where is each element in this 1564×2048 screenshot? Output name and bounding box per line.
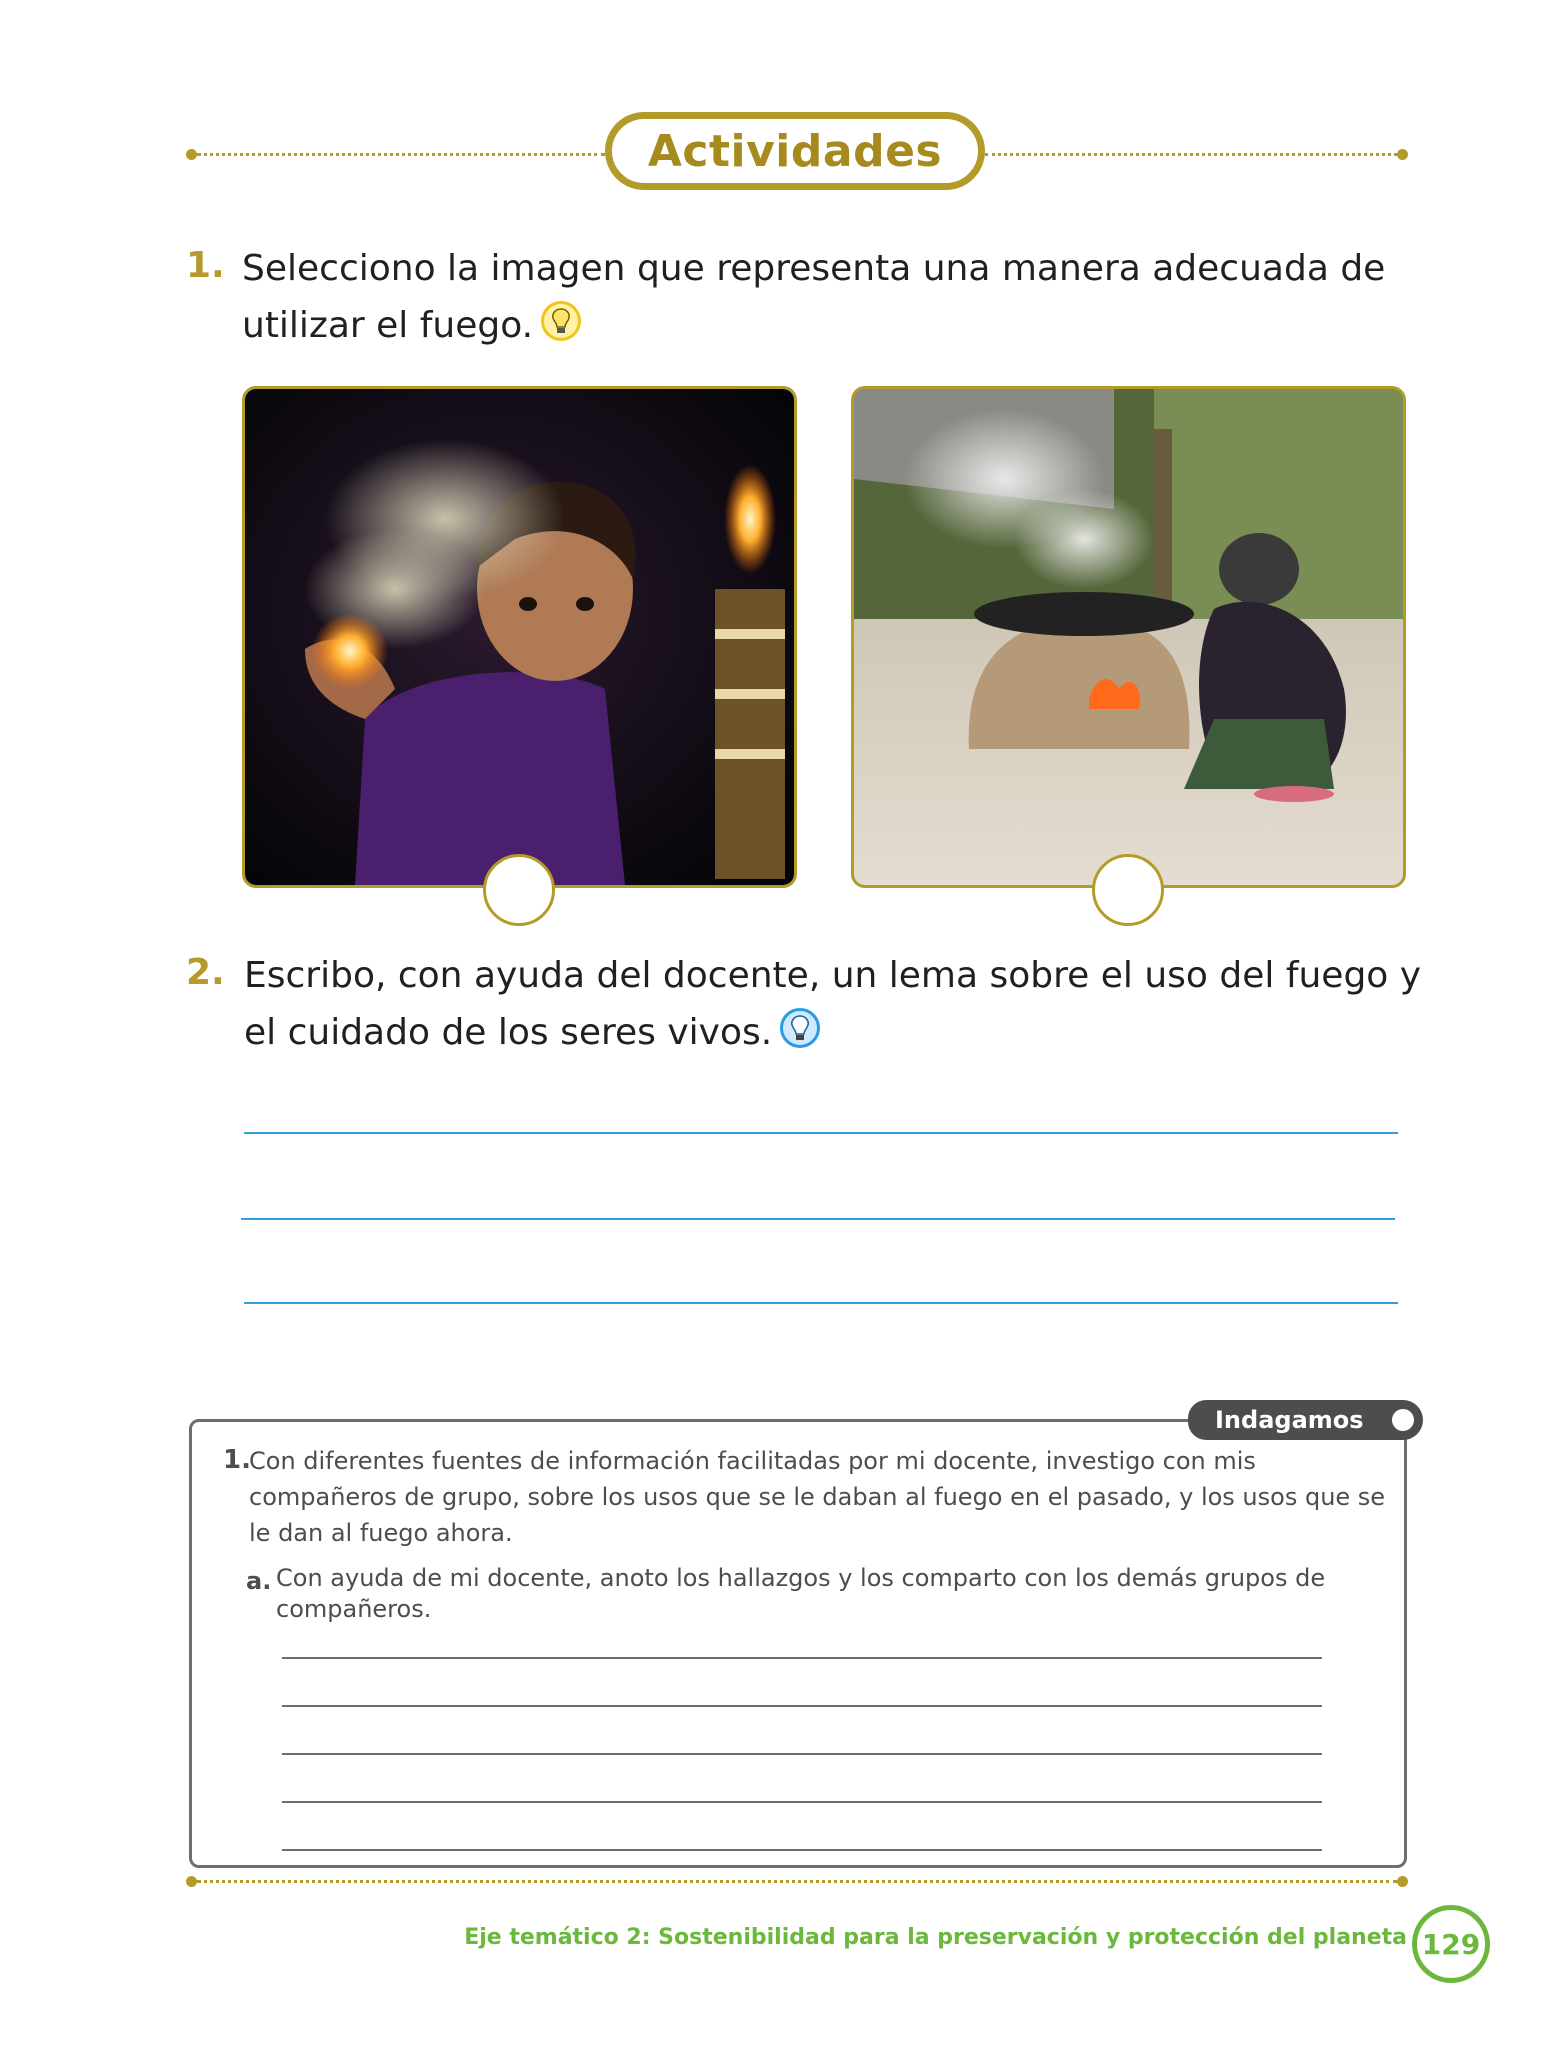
findings-line-5[interactable] xyxy=(282,1849,1322,1851)
select-circle-photo-2[interactable] xyxy=(1092,854,1164,926)
child-with-sparkler-photo[interactable] xyxy=(242,386,797,888)
lightbulb-yellow-icon xyxy=(541,301,581,341)
footer-dot-left xyxy=(186,1876,197,1887)
page-number: 129 xyxy=(1421,1927,1481,1961)
banner-rule-right xyxy=(985,153,1397,156)
findings-line-1[interactable] xyxy=(282,1657,1322,1659)
indagamos-sub-letter: a. xyxy=(246,1567,272,1595)
question-2-line-2: el cuidado de los seres vivos. xyxy=(244,1012,773,1053)
indagamos-item-line-1: Con diferentes fuentes de información facilitadas por mi docente, investigo con mis xyxy=(249,1447,1256,1475)
indagamos-sub-line-2: compañeros. xyxy=(276,1595,432,1623)
question-2-line-1: Escribo, con ayuda del docente, un lema sobre el uso del fuego y xyxy=(244,955,1422,996)
footer-dot-right xyxy=(1397,1876,1408,1887)
answer-line-1[interactable] xyxy=(244,1132,1398,1134)
findings-line-2[interactable] xyxy=(282,1705,1322,1707)
answer-line-2[interactable] xyxy=(241,1218,1395,1220)
indagamos-tab xyxy=(1188,1400,1423,1440)
question-1-text xyxy=(242,240,1422,354)
indagamos-item-text xyxy=(249,1443,1385,1551)
question-1-line-2: utilizar el fuego. xyxy=(242,305,534,346)
findings-line-3[interactable] xyxy=(282,1753,1322,1755)
indagamos-sub-line-1: Con ayuda de mi docente, anoto los hallazgos y los comparto con los demás grupos de xyxy=(276,1564,1326,1592)
banner-dot-left xyxy=(186,149,197,160)
indagamos-item-number: 1. xyxy=(223,1445,251,1475)
question-2-line-2-wrap xyxy=(244,1004,1424,1061)
indagamos-label: Indagamos xyxy=(1215,1406,1364,1434)
indagamos-item-line-3: le dan al fuego ahora. xyxy=(249,1519,513,1547)
question-1-number: 1. xyxy=(186,245,225,286)
footer-theme-text: Eje temático 2: Sostenibilidad para la preservación y protección del planeta xyxy=(464,1925,1407,1950)
indagamos-sub-text xyxy=(276,1563,1325,1625)
section-title: Actividades xyxy=(647,125,943,177)
footer-rule xyxy=(197,1880,1397,1883)
question-2-text xyxy=(244,947,1424,1061)
page-number-badge xyxy=(1412,1905,1490,1983)
circle-knob-icon xyxy=(1387,1404,1419,1436)
answer-line-3[interactable] xyxy=(244,1302,1398,1304)
banner-rule-left xyxy=(197,153,605,156)
question-1-line-2-wrap xyxy=(242,297,1422,354)
question-1-line-1: Selecciono la imagen que representa una manera adecuada de xyxy=(242,248,1386,289)
banner-dot-right xyxy=(1397,149,1408,160)
findings-line-4[interactable] xyxy=(282,1801,1322,1803)
question-2-number: 2. xyxy=(186,952,225,993)
indagamos-item-line-2: compañeros de grupo, sobre los usos que se le daban al fuego en el pasado, y los usos que se xyxy=(249,1483,1386,1511)
section-title-banner xyxy=(605,112,985,190)
woman-cooking-on-clay-stove-photo[interactable] xyxy=(851,386,1406,888)
select-circle-photo-1[interactable] xyxy=(483,854,555,926)
lightbulb-blue-icon xyxy=(780,1008,820,1048)
